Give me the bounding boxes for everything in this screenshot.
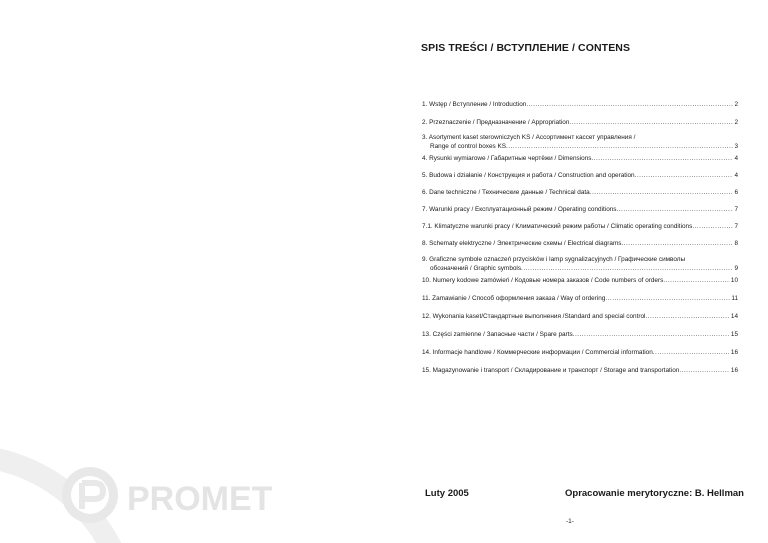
toc-entry-page: 4 xyxy=(734,155,738,162)
toc-entry-title: 7. Warunki pracy / Експлуатационный режим / Operating conditions xyxy=(422,206,617,213)
toc-entry[interactable] xyxy=(422,205,738,214)
toc-dot-leader xyxy=(679,366,730,375)
toc-entry-page: 7 xyxy=(734,223,738,230)
document-date: Luty 2005 xyxy=(425,488,469,499)
toc-dot-leader xyxy=(617,205,734,214)
toc-entry-page: 15 xyxy=(730,331,738,338)
toc-entry-page: 2 xyxy=(734,101,738,108)
promet-logo-graphic xyxy=(0,415,300,543)
toc-entry-title: 5. Budowa i działanie / Конструкция и работа / Construction and operation xyxy=(422,172,635,179)
toc-dot-leader xyxy=(506,142,733,151)
toc-dot-leader xyxy=(653,348,730,357)
toc-entry[interactable] xyxy=(422,171,738,180)
logo-wordmark: PROMET xyxy=(127,480,273,518)
toc-dot-leader xyxy=(621,239,733,248)
page-number: -1- xyxy=(566,518,574,525)
toc-dot-leader xyxy=(573,330,730,339)
toc-entry-title: 1. Wstęp / Вступление / Introduction xyxy=(422,101,527,108)
toc-entry-title: 13. Części zamienne / Запасные части / Spare parts xyxy=(422,331,573,338)
toc-entry[interactable] xyxy=(422,312,738,321)
toc-dot-leader xyxy=(635,171,734,180)
document-author: Opracowanie merytoryczne: B. Hellman xyxy=(565,488,744,499)
toc-entry[interactable] xyxy=(422,118,738,127)
toc-dot-leader xyxy=(605,294,730,303)
toc-entry[interactable] xyxy=(422,188,738,197)
toc-entry-page: 6 xyxy=(734,189,738,196)
toc-dot-leader xyxy=(663,276,730,285)
toc-entry-page: 11 xyxy=(731,295,738,302)
toc-entry-title: 14. Informacje handlowe / Коммерческие информации / Commercial information xyxy=(422,349,653,356)
toc-entry[interactable] xyxy=(422,100,738,109)
toc-entry[interactable] xyxy=(422,133,738,151)
toc-dot-leader xyxy=(521,264,733,273)
toc-entry-page: 8 xyxy=(734,240,738,247)
toc-entry-title: 8. Schematy elektryczne / Электрические схемы / Electrical diagrams xyxy=(422,240,622,247)
toc-dot-leader xyxy=(526,100,733,109)
toc-entry[interactable] xyxy=(422,348,738,357)
toc-entry-title: 12. Wykonania kaset/Стандартные выполнения /Standard and special control xyxy=(422,313,646,320)
toc-entry-title: обозначений / Graphic symbols xyxy=(430,265,522,272)
toc-entry-page: 3 xyxy=(734,143,738,150)
toc-entry[interactable] xyxy=(422,276,738,285)
toc-entry-page: 7 xyxy=(734,206,738,213)
promet-logo-watermark xyxy=(0,415,300,543)
toc-entry-title: 4. Rysunki wymiarowe / Габаритные чертёжи / Dimensions xyxy=(422,155,592,162)
toc-entry[interactable] xyxy=(422,294,738,303)
toc-entry-title-line: 3. Asortyment kaset sterowniczych KS / Ассортимент кассет управления / xyxy=(422,134,636,141)
page-title: SPIS TREŚCI / ВСТУПЛЕНИЕ / CONTENS xyxy=(421,42,631,54)
toc-entry[interactable] xyxy=(422,366,738,375)
toc-dot-leader xyxy=(645,312,729,321)
toc-entry-page: 4 xyxy=(734,172,738,179)
toc-entry-page: 16 xyxy=(730,349,738,356)
toc-entry-page: 2 xyxy=(734,119,738,126)
toc-dot-leader xyxy=(692,222,733,231)
toc-dot-leader xyxy=(569,118,733,127)
toc-entry-title: 11. Zamawianie / Способ оформления заказа / Way of ordering xyxy=(422,295,606,302)
toc-entry[interactable] xyxy=(422,154,738,163)
toc-dot-leader xyxy=(590,188,734,197)
toc-entry-title: 6. Dane techniczne / Технические данные / Technical data xyxy=(422,189,590,196)
toc-entry-page: 9 xyxy=(734,265,738,272)
toc-entry[interactable] xyxy=(422,255,738,273)
toc-entry-title: 10. Numery kodowe zamówień / Кодовые номера заказов / Code numbers of orders xyxy=(422,277,664,284)
toc-entry-page: 10 xyxy=(730,277,738,284)
toc-entry-title: 2. Przeznaczenie / Предназначение / Appropriation xyxy=(422,119,570,126)
toc-entry-title-line: 9. Graficzne symbole oznaczeń przycisków i lamp sygnalizacyjnych / Графические символы xyxy=(422,256,686,263)
toc-entry-title: 7.1. Klimatyczne warunki pracy / Климатический режим работы / Climatic operating conditions xyxy=(422,223,693,230)
toc-entry-title: Range of control boxes KS xyxy=(430,143,507,150)
toc-entry-page: 16 xyxy=(730,367,738,374)
toc-entry[interactable] xyxy=(422,222,738,231)
toc-entry[interactable] xyxy=(422,330,738,339)
toc-dot-leader xyxy=(591,154,733,163)
toc-entry[interactable] xyxy=(422,239,738,248)
toc-entry-page: 14 xyxy=(730,313,738,320)
toc-entry-title: 15. Magazynowanie i transport / Складирование и транспорт / Storage and transportation xyxy=(422,367,680,374)
